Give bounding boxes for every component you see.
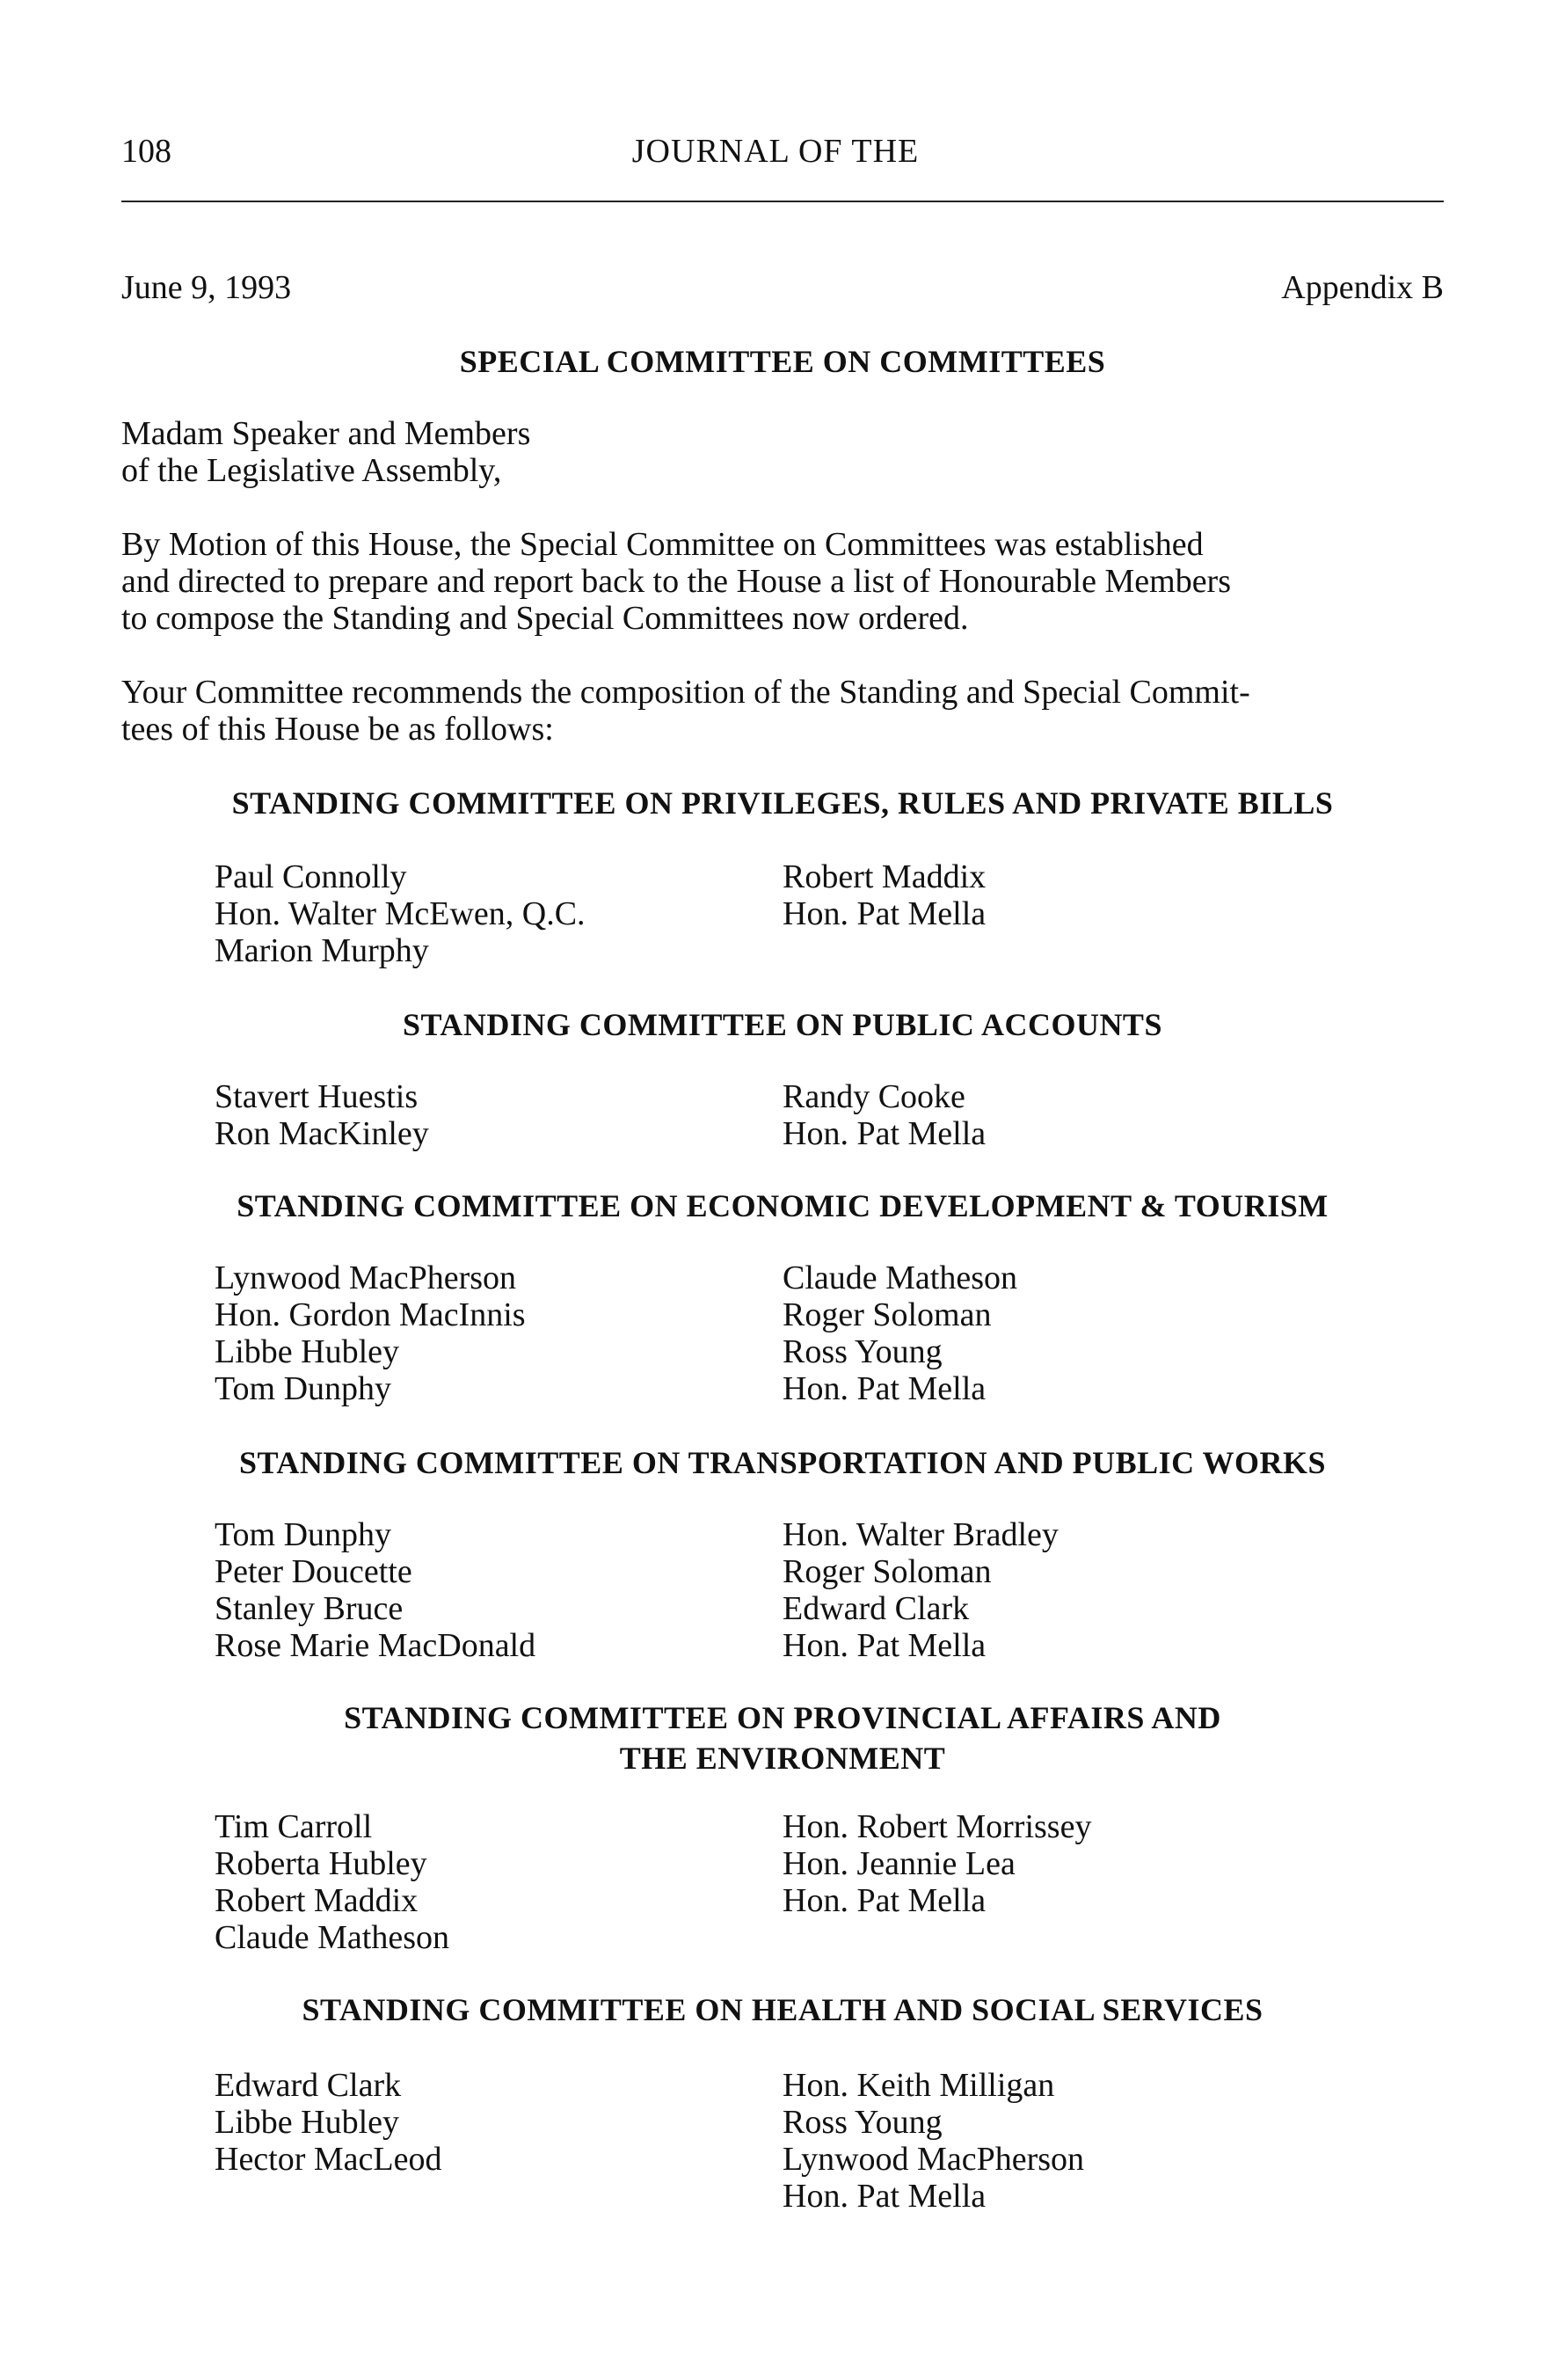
paragraph-line: tees of this House be as follows:: [121, 711, 554, 748]
member-name: Hon. Jeannie Lea: [783, 1845, 1016, 1882]
committee-title-line: STANDING COMMITTEE ON HEALTH AND SOCIAL SERVICES: [302, 1992, 1263, 2027]
member-name: Ross Young: [783, 1333, 943, 1370]
member-name: Hon. Robert Morrissey: [783, 1808, 1092, 1845]
member-name: Robert Maddix: [783, 858, 987, 895]
committee-members-right: [783, 2067, 1084, 2215]
member-name: Paul Connolly: [215, 858, 407, 895]
running-title: JOURNAL OF THE: [631, 133, 920, 170]
committee-members-left: [215, 1259, 526, 1407]
member-name: Hon. Pat Mella: [783, 1882, 987, 1919]
committee-title-line: STANDING COMMITTEE ON PUBLIC ACCOUNTS: [403, 1007, 1162, 1042]
salutation-line: of the Legislative Assembly,: [121, 452, 502, 489]
member-name: Hector MacLeod: [215, 2141, 442, 2178]
committee-members-right: [783, 1808, 1091, 1919]
member-name: Hon. Walter Bradley: [783, 1516, 1059, 1553]
member-name: Edward Clark: [215, 2067, 402, 2104]
member-name: Claude Matheson: [783, 1259, 1018, 1296]
member-name: Roberta Hubley: [215, 1845, 427, 1882]
salutation-line: Madam Speaker and Members: [121, 415, 531, 452]
member-name: Marion Murphy: [215, 932, 429, 969]
member-name: Hon. Pat Mella: [783, 895, 987, 932]
paragraph-line: to compose the Standing and Special Committees now ordered.: [121, 600, 969, 637]
committee-members-right: [783, 1516, 1059, 1664]
committee-members-right: [783, 1259, 1017, 1407]
member-name: Hon. Walter McEwen, Q.C.: [215, 895, 586, 932]
committee-members-left: [215, 1516, 535, 1664]
member-name: Libbe Hubley: [215, 2104, 400, 2141]
header-rule: [121, 201, 1444, 202]
salutation: [121, 415, 530, 489]
committee-members-right: [783, 1078, 986, 1152]
member-name: Hon. Keith Milligan: [783, 2067, 1055, 2104]
committee-title: [121, 1186, 1444, 1226]
committee-title: [121, 1697, 1444, 1778]
committee-title-line: STANDING COMMITTEE ON PRIVILEGES, RULES AND PRIVATE BILLS: [231, 785, 1334, 821]
member-name: Libbe Hubley: [215, 1333, 400, 1370]
recommendation-paragraph: [121, 674, 1250, 748]
paragraph-line: and directed to prepare and report back to the House a list of Honourable Members: [121, 563, 1231, 600]
member-name: Tom Dunphy: [215, 1516, 392, 1553]
committee-members-right: [783, 858, 986, 932]
page-number: 108: [121, 133, 171, 170]
member-name: Stanley Bruce: [215, 1590, 404, 1627]
member-name: Hon. Pat Mella: [783, 1115, 987, 1152]
member-name: Tom Dunphy: [215, 1370, 392, 1407]
member-name: Hon. Pat Mella: [783, 2178, 987, 2215]
member-name: Claude Matheson: [215, 1919, 450, 1956]
member-name: Lynwood MacPherson: [783, 2141, 1085, 2178]
committee-title-line: STANDING COMMITTEE ON ECONOMIC DEVELOPMENT & TOURISM: [237, 1188, 1329, 1223]
member-name: Tim Carroll: [215, 1808, 373, 1845]
committee-title-line: STANDING COMMITTEE ON TRANSPORTATION AND PUBLIC WORKS: [238, 1445, 1327, 1480]
member-name: Edward Clark: [783, 1590, 970, 1627]
report-date: June 9, 1993: [121, 269, 292, 306]
member-name: Roger Soloman: [783, 1553, 992, 1590]
paragraph-line: By Motion of this House, the Special Committee on Committees was established: [121, 526, 1204, 563]
member-name: Roger Soloman: [783, 1296, 992, 1333]
member-name: Robert Maddix: [215, 1882, 419, 1919]
committee-title: [121, 1989, 1444, 2030]
committee-members-left: [215, 858, 586, 969]
committee-title: [121, 1442, 1444, 1483]
member-name: Randy Cooke: [783, 1078, 965, 1115]
member-name: Hon. Pat Mella: [783, 1370, 987, 1407]
paragraph-line: Your Committee recommends the composition of the Standing and Special Commit-: [121, 674, 1250, 711]
member-name: Stavert Huestis: [215, 1078, 419, 1115]
committee-title: [121, 783, 1444, 823]
committee-title-line: THE ENVIRONMENT: [619, 1741, 946, 1776]
member-name: Hon. Pat Mella: [783, 1627, 987, 1664]
member-name: Ross Young: [783, 2104, 943, 2141]
member-name: Peter Doucette: [215, 1553, 412, 1590]
member-name: Hon. Gordon MacInnis: [215, 1296, 526, 1333]
member-name: Rose Marie MacDonald: [215, 1627, 536, 1664]
committee-title: [121, 1004, 1444, 1045]
member-name: Ron MacKinley: [215, 1115, 429, 1152]
committee-members-left: [215, 1808, 449, 1956]
committee-members-left: [215, 1078, 429, 1152]
member-name: Lynwood MacPherson: [215, 1259, 517, 1296]
motion-paragraph: [121, 526, 1231, 637]
report-title: SPECIAL COMMITTEE ON COMMITTEES: [459, 344, 1106, 379]
appendix-label: Appendix B: [1281, 269, 1444, 306]
committee-title-line: STANDING COMMITTEE ON PROVINCIAL AFFAIRS AND: [344, 1700, 1221, 1735]
committee-members-left: [215, 2067, 442, 2178]
